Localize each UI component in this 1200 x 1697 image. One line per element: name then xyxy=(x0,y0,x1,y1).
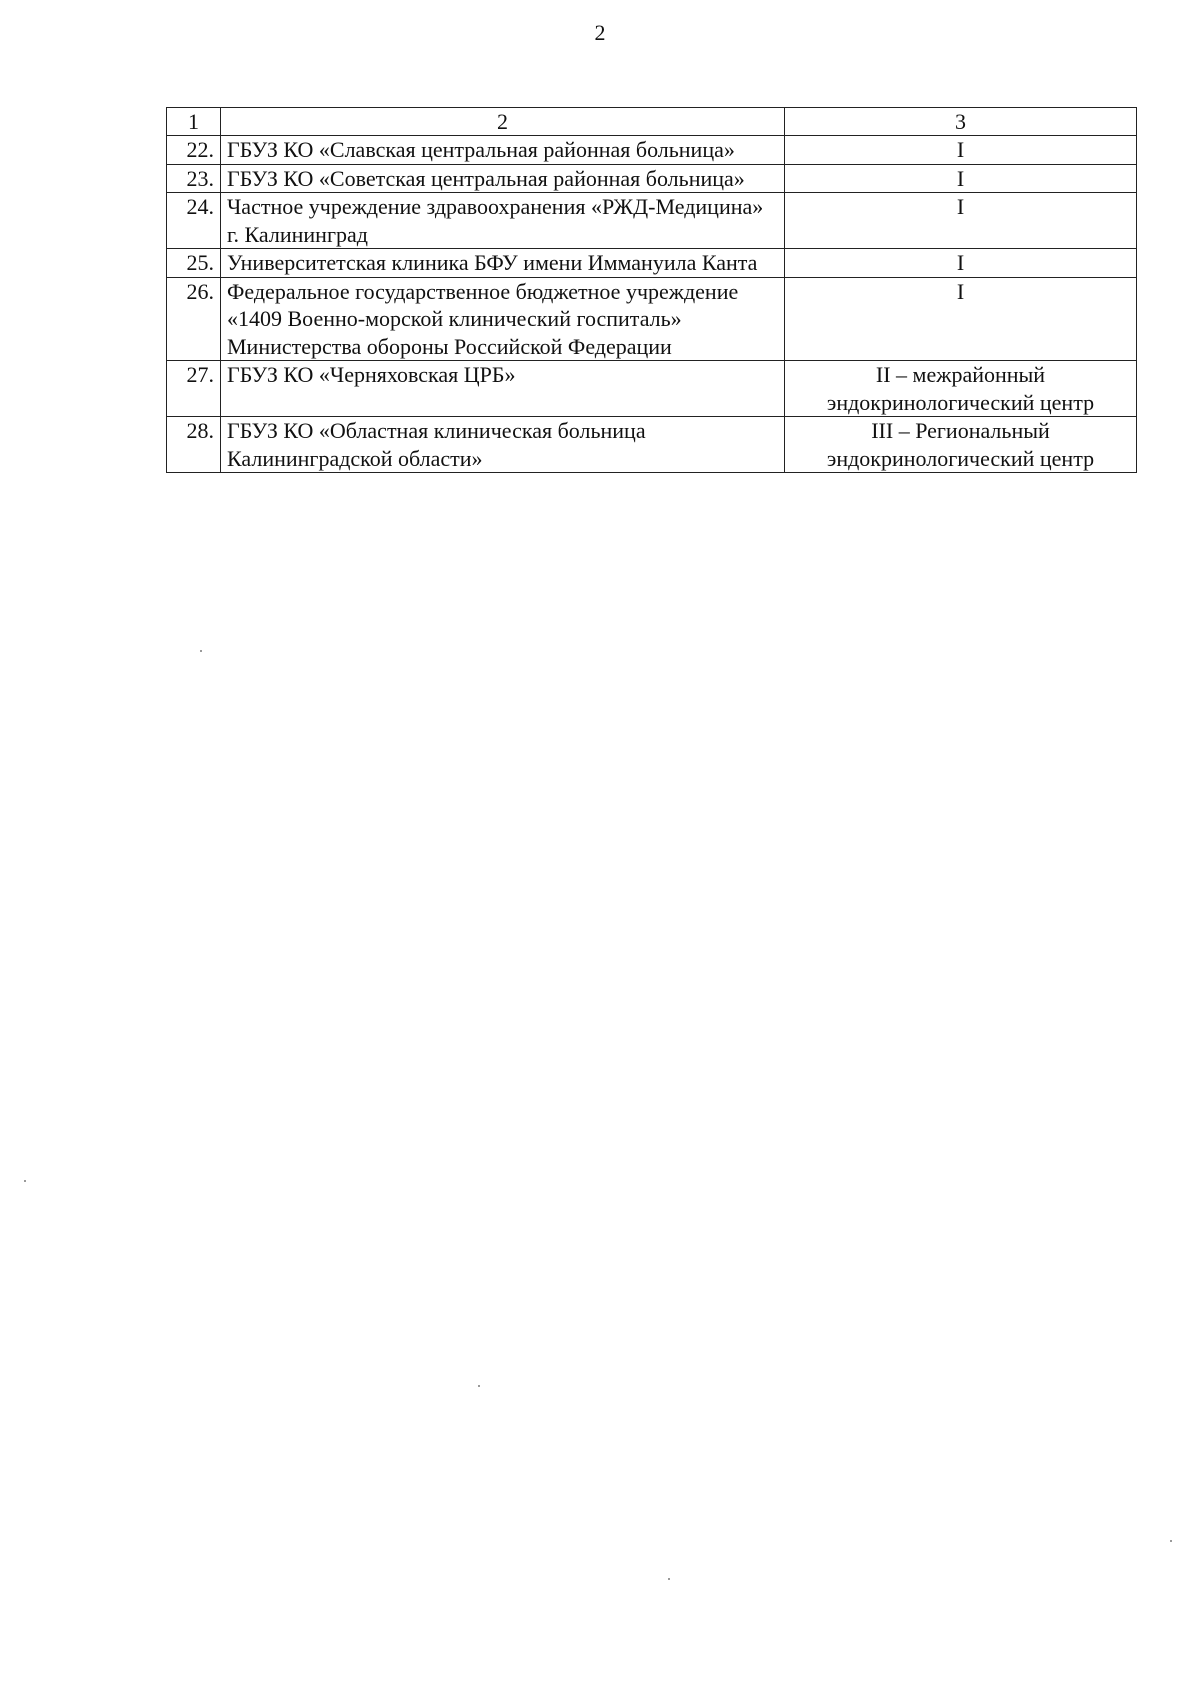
row-number: 27. xyxy=(167,361,221,417)
institutions-table xyxy=(166,107,1137,473)
scan-speck xyxy=(200,650,202,652)
scan-speck xyxy=(478,1385,480,1387)
institution-name: Университетская клиника БФУ имени Иммануила Канта xyxy=(221,249,785,278)
table-row xyxy=(167,249,1137,278)
table-row xyxy=(167,136,1137,165)
care-level: I xyxy=(785,249,1137,278)
institution-name: ГБУЗ КО «Славская центральная районная больница» xyxy=(221,136,785,165)
column-header-institution: 2 xyxy=(221,108,785,136)
table-header-row xyxy=(167,108,1137,136)
table-row xyxy=(167,277,1137,361)
care-level: I xyxy=(785,136,1137,165)
care-level: I xyxy=(785,193,1137,249)
row-number: 22. xyxy=(167,136,221,165)
scan-speck xyxy=(1170,1540,1172,1542)
care-level: I xyxy=(785,164,1137,193)
table-row xyxy=(167,361,1137,417)
row-number: 26. xyxy=(167,277,221,361)
row-number: 28. xyxy=(167,417,221,473)
institution-name: Федеральное государственное бюджетное учреждение «1409 Военно-морской клинический госпиталь» Министерства обороны Российской Федерации xyxy=(221,277,785,361)
page-number: 2 xyxy=(594,20,606,45)
scan-speck xyxy=(668,1578,670,1580)
table-row xyxy=(167,164,1137,193)
care-level: II – межрайонный эндокринологический центр xyxy=(785,361,1137,417)
care-level: I xyxy=(785,277,1137,361)
row-number: 23. xyxy=(167,164,221,193)
care-level: III – Региональный эндокринологический центр xyxy=(785,417,1137,473)
scan-speck xyxy=(24,1180,26,1182)
institution-name: ГБУЗ КО «Советская центральная районная больница» xyxy=(221,164,785,193)
column-header-number: 1 xyxy=(167,108,221,136)
table-row xyxy=(167,417,1137,473)
row-number: 24. xyxy=(167,193,221,249)
institution-name: ГБУЗ КО «Областная клиническая больница Калининградской области» xyxy=(221,417,785,473)
institution-name: ГБУЗ КО «Черняховская ЦРБ» xyxy=(221,361,785,417)
row-number: 25. xyxy=(167,249,221,278)
institution-name: Частное учреждение здравоохранения «РЖД-Медицина» г. Калининград xyxy=(221,193,785,249)
table-row xyxy=(167,193,1137,249)
column-header-level: 3 xyxy=(785,108,1137,136)
